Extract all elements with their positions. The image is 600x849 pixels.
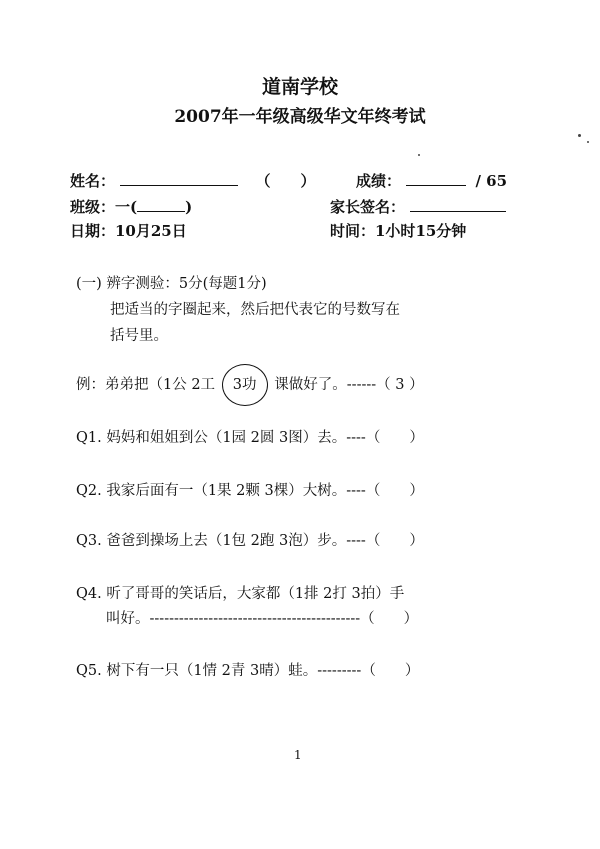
parent-sign-row — [330, 196, 506, 217]
class-close: ) — [185, 198, 193, 216]
scan-speck — [418, 154, 420, 156]
section-heading: (一) 辨字测验：5分(每题1分) — [76, 276, 267, 292]
scan-speck — [578, 134, 581, 137]
name-paren: （ ） — [255, 172, 316, 190]
class-label: 班级：一( — [70, 198, 138, 216]
question-1: Q1. 妈妈和姐姐到公（1园 2圆 3图）去。----（ ） — [76, 430, 424, 446]
class-row — [70, 196, 192, 217]
scan-speck — [587, 141, 589, 143]
name-blank[interactable] — [120, 171, 238, 186]
question-5: Q5. 树下有一只（1情 2青 3晴）蛙。---------（ ） — [76, 663, 420, 679]
example-suffix: 课做好了。------（ 3 ） — [274, 377, 424, 393]
section-instruction-line1: 把适当的字圈起来，然后把代表它的号数写在 — [110, 302, 400, 318]
score-blank[interactable] — [406, 171, 466, 186]
example-prefix: 例：弟弟把（1公 2工 — [76, 377, 216, 393]
parent-sign-blank[interactable] — [410, 197, 506, 212]
question-4: Q4. 听了哥哥的笑话后，大家都（1排 2打 3拍）手 — [76, 586, 405, 602]
date-label: 日期：10月25日 — [70, 222, 187, 240]
class-blank[interactable] — [137, 197, 185, 212]
question-2: Q2. 我家后面有一（1果 2颗 3棵）大树。----（ ） — [76, 483, 424, 499]
exam-title: 2007年一年级高级华文年终考试 — [174, 107, 426, 127]
name-row — [70, 170, 316, 191]
example-row — [76, 362, 424, 408]
time-label: 时间：1小时15分钟 — [330, 222, 467, 240]
question-3: Q3. 爸爸到操场上去（1包 2跑 3泡）步。----（ ） — [76, 533, 424, 549]
score-label: 成绩： — [356, 172, 402, 190]
example-circled-answer: 3功 — [222, 364, 268, 406]
name-label: 姓名： — [70, 172, 116, 190]
score-total: / 65 — [475, 172, 508, 190]
score-row — [356, 170, 507, 191]
school-name: 道南学校 — [261, 76, 338, 98]
section-instruction-line2: 括号里。 — [110, 328, 168, 344]
page-number: 1 — [294, 748, 302, 762]
question-4-line2: 叫好。-------------------------------------------（ ） — [106, 611, 419, 627]
parent-sign-label: 家长签名： — [330, 198, 406, 216]
